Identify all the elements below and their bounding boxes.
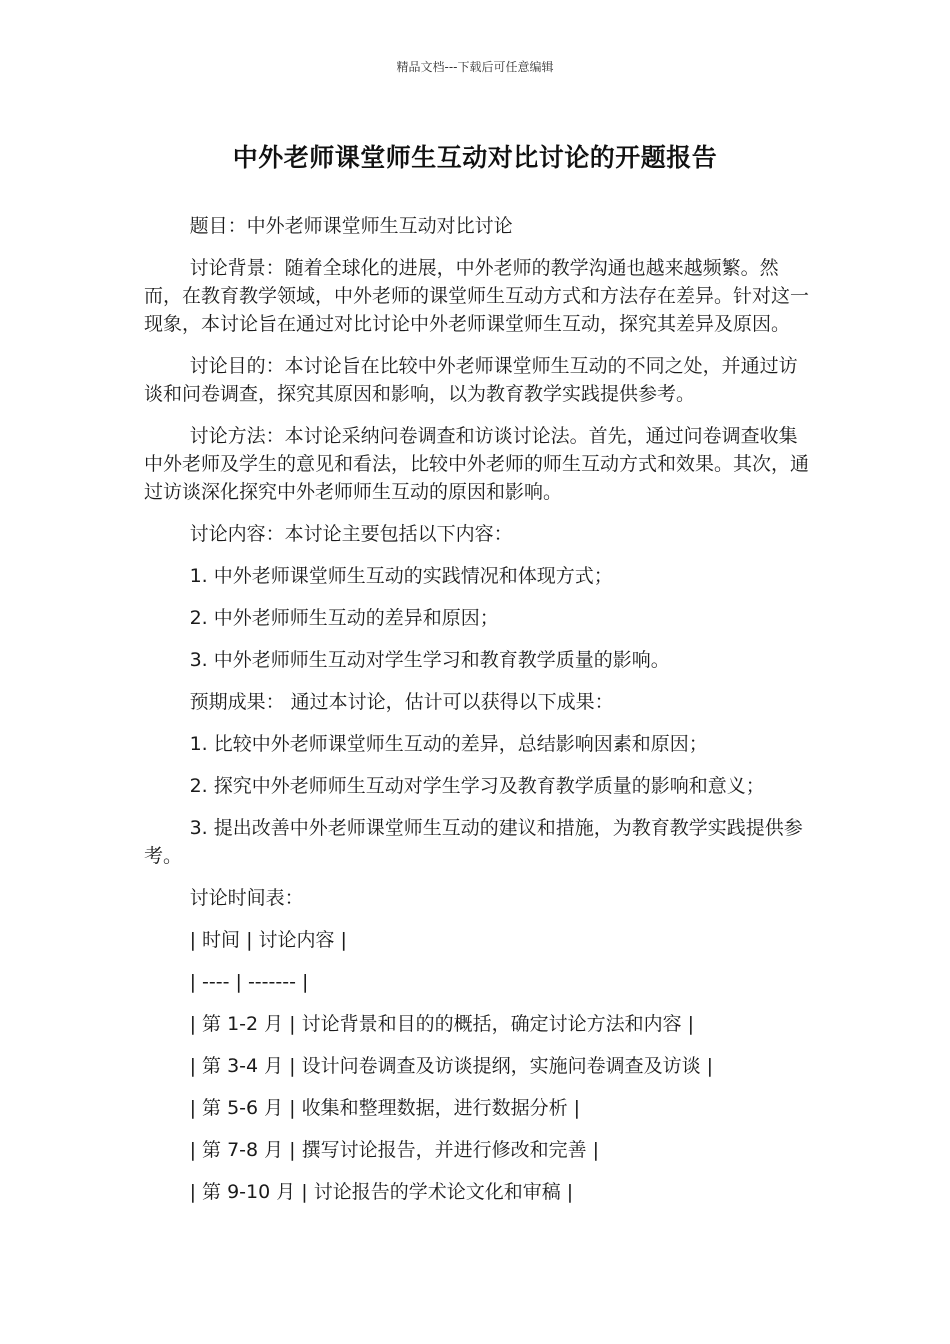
topic-paragraph: 题目：中外老师课堂师生互动对比讨论: [189, 215, 513, 237]
content-item-3: 3. 中外老师师生互动对学生学习和教育教学质量的影响。: [189, 649, 670, 671]
schedule-table-separator: | ---- | ------- |: [189, 971, 309, 993]
page-header-watermark: 精品文档---下载后可任意编辑: [396, 60, 554, 74]
schedule-row-4: | 第 7-8 月 | 撰写讨论报告，并进行修改和完善 |: [189, 1139, 600, 1161]
purpose-paragraph: 讨论目的：本讨论旨在比较中外老师课堂师生互动的不同之处，并通过访谈和问卷调查，探究其原因和影响，以为教育教学实践提供参考。: [144, 355, 798, 405]
content-item-1: 1. 中外老师课堂师生互动的实践情况和体现方式；: [189, 565, 613, 587]
schedule-row-1: | 第 1-2 月 | 讨论背景和目的的概括，确定讨论方法和内容 |: [189, 1013, 695, 1035]
schedule-table-header: | 时间 | 讨论内容 |: [189, 929, 347, 951]
outcome-item-2: 2. 探究中外老师师生互动对学生学习及教育教学质量的影响和意义；: [189, 775, 765, 797]
schedule-row-3: | 第 5-6 月 | 收集和整理数据，进行数据分析 |: [189, 1097, 581, 1119]
outcome-item-3: 3. 提出改善中外老师课堂师生互动的建议和措施，为教育教学实践提供参考。: [144, 817, 803, 867]
document-body: [144, 212, 812, 1220]
document-title: 中外老师课堂师生互动对比讨论的开题报告: [232, 143, 718, 172]
schedule-row-2: | 第 3-4 月 | 设计问卷调查及访谈提纲，实施问卷调查及访谈 |: [189, 1055, 714, 1077]
schedule-row-5: | 第 9-10 月 | 讨论报告的学术论文化和审稿 |: [189, 1181, 574, 1203]
method-paragraph: 讨论方法：本讨论采纳问卷调查和访谈讨论法。首先，通过问卷调查收集中外老师及学生的意见和看法，比较中外老师的师生互动方式和效果。其次，通过访谈深化探究中外老师师生互动的原因和影响。: [144, 425, 810, 503]
content-item-2: 2. 中外老师师生互动的差异和原因；: [189, 607, 499, 629]
content-heading: 讨论内容：本讨论主要包括以下内容：: [189, 523, 513, 545]
background-paragraph: 讨论背景：随着全球化的进展，中外老师的教学沟通也越来越频繁。然而，在教育教学领域，中外老师的课堂师生互动方式和方法存在差异。针对这一现象，本讨论旨在通过对比讨论中外老师课堂师生互动，探究其差异及原因。: [144, 257, 810, 335]
schedule-heading: 讨论时间表：: [189, 887, 304, 909]
outcome-item-1: 1. 比较中外老师课堂师生互动的差异，总结影响因素和原因；: [189, 733, 708, 755]
outcome-heading: 预期成果： 通过本讨论，估计可以获得以下成果：: [189, 691, 614, 713]
